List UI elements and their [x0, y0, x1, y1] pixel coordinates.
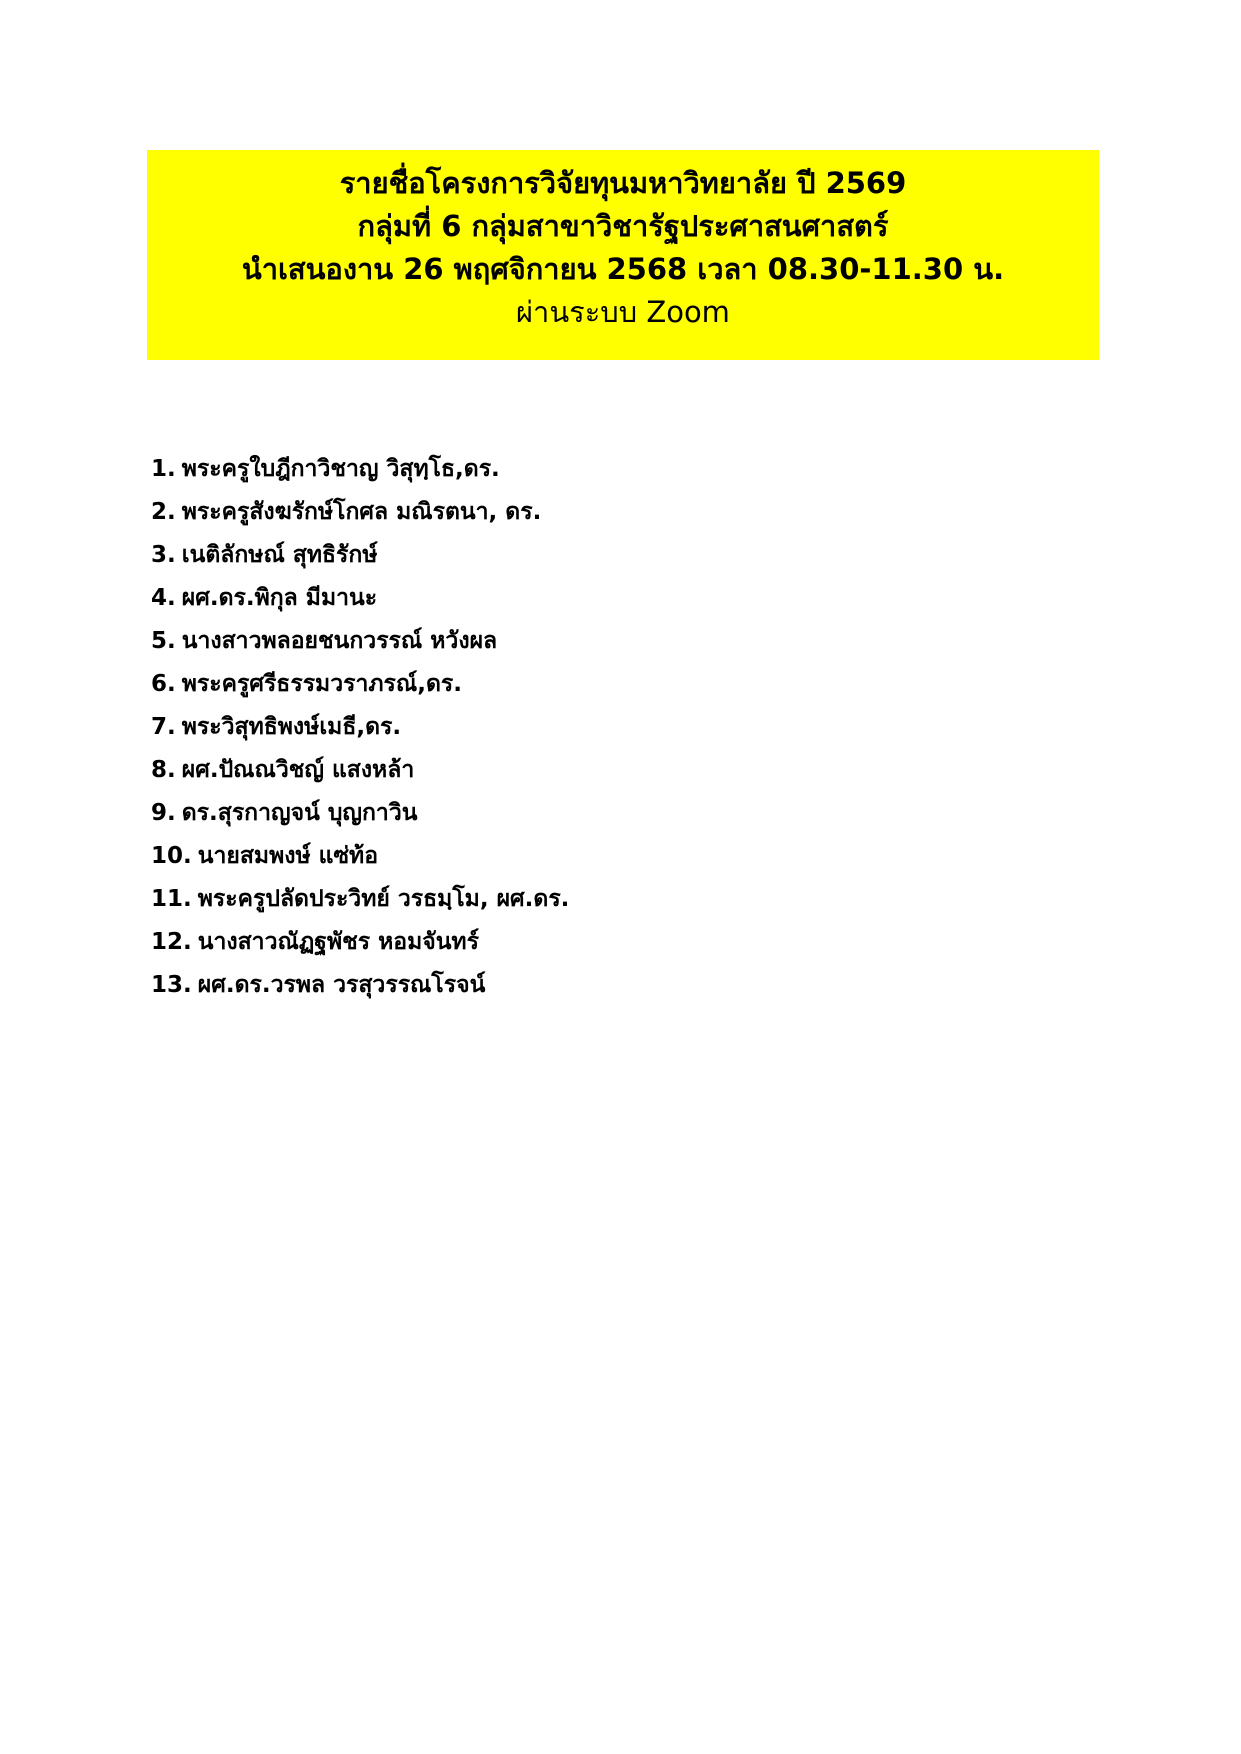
- list-item: [151, 491, 569, 534]
- item-number: 9.: [151, 800, 176, 826]
- participant-name: นางสาวพลอยชนกวรรณ์ หวังผล: [181, 628, 498, 654]
- participant-name: พระครูสังฆรักษ์โกศล มณิรตนา, ดร.: [181, 499, 542, 525]
- participant-name: นายสมพงษ์ แซ่ท้อ: [197, 843, 379, 869]
- item-number: 11.: [151, 886, 192, 912]
- item-number: 7.: [151, 714, 176, 740]
- title-line-3: นำเสนองาน 26 พฤศจิกายน 2568 เวลา 08.30-11.30 น.: [241, 252, 1005, 286]
- list-item: [151, 663, 569, 706]
- participant-name: พระครูใบฎีกาวิชาญ วิสุทฺโธ,ดร.: [181, 456, 500, 482]
- participant-name: ผศ.ปัณณวิชญ์ แสงหล้า: [181, 757, 415, 783]
- item-number: 10.: [151, 843, 192, 869]
- participant-name: ผศ.ดร.วรพล วรสุวรรณโรจน์: [197, 972, 486, 998]
- item-number: 6.: [151, 671, 176, 697]
- list-item: [151, 964, 569, 1007]
- list-item: [151, 921, 569, 964]
- list-item: [151, 835, 569, 878]
- item-number: 1.: [151, 456, 176, 482]
- list-item: [151, 792, 569, 835]
- participant-name: พระครูศรีธรรมวราภรณ์,ดร.: [181, 671, 463, 697]
- participant-list: [151, 448, 569, 1007]
- participant-name: ดร.สุรกาญจน์ บุญกาวิน: [181, 800, 418, 826]
- participant-name: พระวิสุทธิพงษ์เมธี,ดร.: [181, 714, 402, 740]
- title-line-4: ผ่านระบบ Zoom: [516, 295, 730, 329]
- item-number: 13.: [151, 972, 192, 998]
- participant-name: นางสาวณัฏฐพัชร หอมจันทร์: [197, 929, 479, 955]
- list-item: [151, 620, 569, 663]
- item-number: 4.: [151, 585, 176, 611]
- list-item: [151, 577, 569, 620]
- item-number: 3.: [151, 542, 176, 568]
- list-item: [151, 706, 569, 749]
- participant-name: พระครูปลัดประวิทย์ วรธมฺโม, ผศ.ดร.: [197, 886, 570, 912]
- title-line-2: กลุ่มที่ 6 กลุ่มสาขาวิชารัฐประศาสนศาสตร์: [357, 209, 889, 243]
- list-item: [151, 534, 569, 577]
- item-number: 8.: [151, 757, 176, 783]
- title-banner: [147, 150, 1099, 360]
- list-item: [151, 448, 569, 491]
- item-number: 2.: [151, 499, 176, 525]
- list-item: [151, 878, 569, 921]
- item-number: 5.: [151, 628, 176, 654]
- list-item: [151, 749, 569, 792]
- title-line-1: รายชื่อโครงการวิจัยทุนมหาวิทยาลัย ปี 2569: [339, 166, 907, 200]
- participant-name: เนติลักษณ์ สุทธิรักษ์: [181, 542, 378, 568]
- participant-name: ผศ.ดร.พิกุล มีมานะ: [181, 585, 378, 611]
- item-number: 12.: [151, 929, 192, 955]
